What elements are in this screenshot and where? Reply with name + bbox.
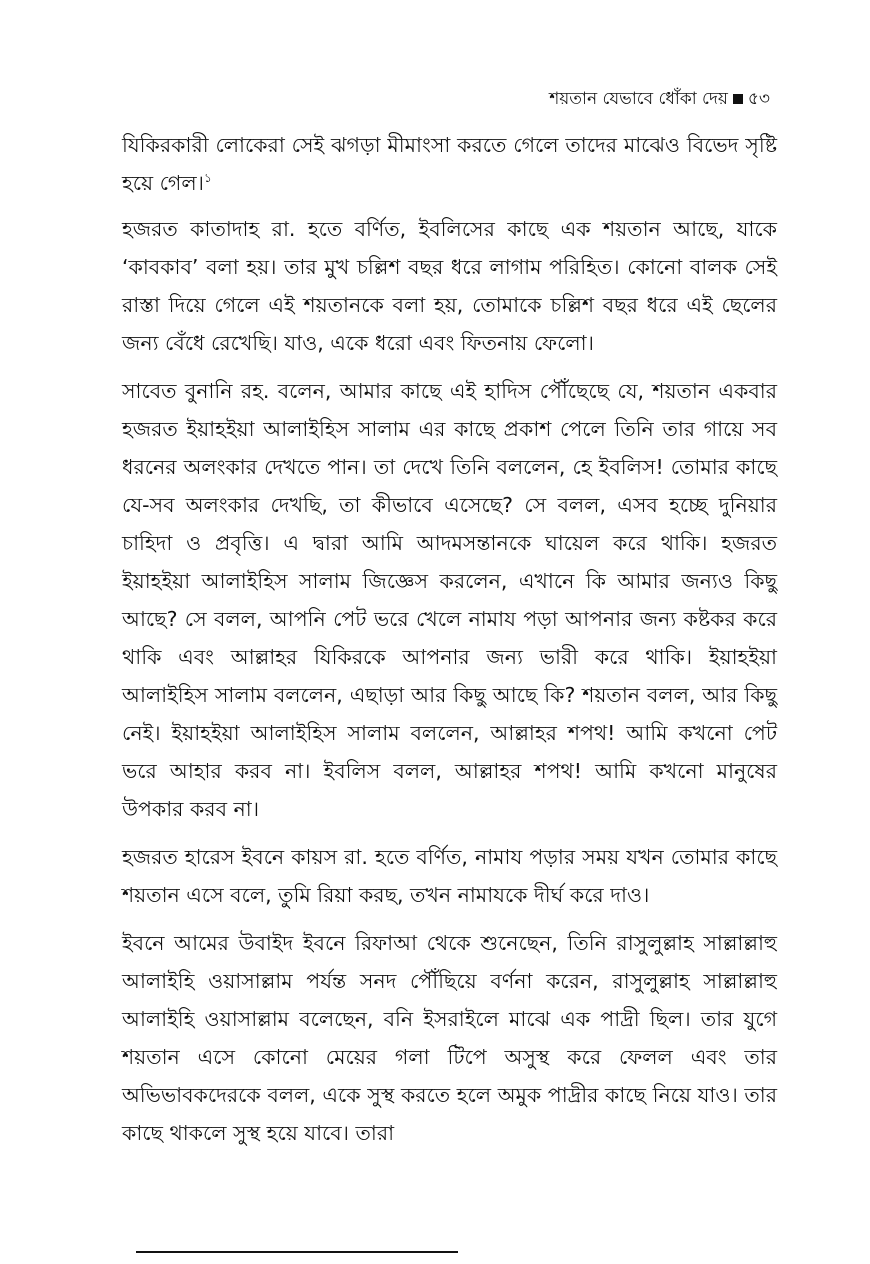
header-title: শয়তান যেভাবে ধোঁকা দেয় (549, 89, 728, 109)
page-body (122, 126, 777, 1162)
paragraph-4: হজরত হারেস ইবনে কায়স রা. হতে বর্ণিত, নামায পড়ার সময় যখন তোমার কাছে শয়তান এসে বলে, তুমি রিয়া করছ, তখন নামাযকে দীর্ঘ করে দাও। (122, 845, 777, 907)
running-header (549, 86, 770, 114)
paragraph-3: সাবেত বুনানি রহ. বলেন, আমার কাছে এই হাদিস পৌঁছেছে যে, শয়তান একবার হজরত ইয়াহইয়া আলাইহিস সালাম এর কাছে প্রকাশ পেলে তিনি তার গায়ে সব ধরনের অলংকার দেখতে পান। তা দেখে তিনি বললেন, হে ইবলিস! তোমার কাছে যে-সব অলংকার দেখছি, তা কীভাবে এসেছে? সে বলল, এসব হচ্ছে দুনিয়ার চাহিদা ও প্রবৃত্তি। এ দ্বারা আমি আদমসন্তানকে ঘায়েল করে থাকি। হজরত ইয়াহইয়া আলাইহিস সালাম জিজ্ঞেস করলেন, এখানে কি আমার জন্যও কিছু আছে? সে বলল, আপনি পেট ভরে খেলে নামায পড়া আপনার জন্য কষ্টকর করে থাকি এবং আল্লাহর যিকিরকে আপনার জন্য ভারী করে থাকি। ইয়াহইয়া আলাইহিস সালাম বললেন, এছাড়া আর কিছু আছে কি? শয়তান বলল, আর কিছু নেই। ইয়াহইয়া আলাইহিস সালাম বললেন, আল্লাহর শপথ! আমি কখনো পেট ভরে আহার করব না। ইবলিস বলল, আল্লাহর শপথ! আমি কখনো মানুষের উপকার করব না। (122, 379, 777, 821)
paragraph-1-text: যিকিরকারী লোকেরা সেই ঝগড়া মীমাংসা করতে গেলে তাদের মাঝেও বিভেদ সৃষ্টি হয়ে গেল। (122, 133, 777, 195)
paragraph-1 (122, 126, 777, 202)
paragraph-5: ইবনে আমের উবাইদ ইবনে রিফাআ থেকে শুনেছেন, তিনি রাসুলুল্লাহ সাল্লাল্লাহু আলাইহি ওয়াসাল্লাম পর্যন্ত সনদ পৌঁছিয়ে বর্ণনা করেন, রাসুলুল্লাহ সাল্লাল্লাহু আলাইহি ওয়াসাল্লাম বলেছেন, বনি ইসরাইলে মাঝে এক পাদ্রী ছিল। তার যুগে শয়তান এসে কোনো মেয়ের গলা টিপে অসুস্থ করে ফেলল এবং তার অভিভাবকদেরকে বলল, একে সুস্থ করতে হলে অমুক পাদ্রীর কাছে নিয়ে যাও। তার কাছে থাকলে সুস্থ হয়ে যাবে। তারা (122, 931, 777, 1145)
square-bullet-icon (733, 94, 743, 104)
footnote-separator (136, 1251, 458, 1253)
footnote-marker: ১ (203, 171, 212, 186)
page-number: ৫৩ (747, 89, 770, 109)
paragraph-2: হজরত কাতাদাহ রা. হতে বর্ণিত, ইবলিসের কাছে এক শয়তান আছে, যাকে ‘কাবকাব’ বলা হয়। তার মুখ চল্লিশ বছর ধরে লাগাম পরিহিত। কোনো বালক সেই রাস্তা দিয়ে গেলে এই শয়তানকে বলা হয়, তোমাকে চল্লিশ বছর ধরে এই ছেলের জন্য বেঁধে রেখেছি। যাও, একে ধরো এবং ফিতনায় ফেলো। (122, 217, 777, 355)
